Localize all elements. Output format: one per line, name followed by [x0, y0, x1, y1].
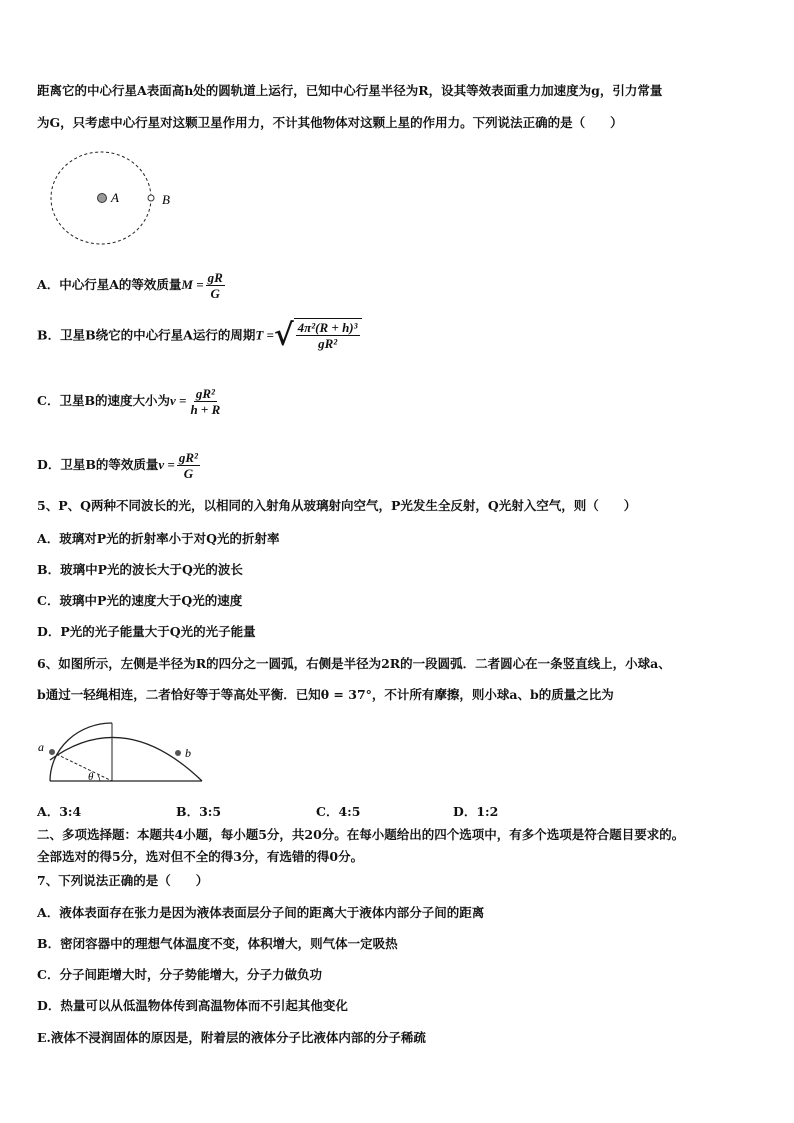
angle-arc — [98, 775, 100, 781]
sqrt-sign: √ — [273, 318, 294, 353]
q7-option-a[interactable]: A．液体表面存在张力是因为液体表面层分子间的距离大于液体内部分子间的距离 — [37, 905, 485, 920]
q7-option-c[interactable]: C．分子间距增大时，分子势能增大，分子力做负功 — [37, 967, 322, 982]
orbit-figure — [50, 150, 190, 250]
q4-option-b-num: 4π²(R + h)³ — [297, 320, 358, 335]
q4-stem-line1: 距离它的中心行星A表面高h处的圆轨道上运行，已知中心行星半径为R，设其等效表面重力加速度为g，引力常量 — [37, 83, 663, 98]
section2-line1: 二、多项选择题：本题共4小题，每小题5分，共20分。在每小题给出的四个选项中，有多个选项是符合题目要求的。 — [37, 827, 685, 842]
q6-option-a[interactable]: A．3:4 — [37, 804, 82, 819]
label-a: A — [111, 190, 119, 205]
planet-a — [98, 194, 107, 203]
satellite-b — [148, 195, 154, 201]
q6-stem-line1: 6、如图所示，左侧是半径为R的四分之一圆弧，右侧是半径为2R的一段圆弧．二者圆心在一条竖直线上，小球a、 — [37, 656, 671, 671]
q6-option-c[interactable]: C．4:5 — [316, 804, 361, 819]
label-b: B — [162, 192, 170, 207]
q7-option-e[interactable]: E.液体不浸润固体的原因是，附着层的液体分子比液体内部的分子稀疏 — [37, 1030, 426, 1045]
q4-option-b[interactable] — [37, 318, 362, 354]
q5-option-b[interactable]: B．玻璃中P光的波长大于Q光的波长 — [37, 562, 243, 577]
q4-option-d-fraction — [177, 450, 200, 481]
q6-option-d[interactable]: D．1:2 — [453, 804, 499, 819]
q4-option-a-num: gR — [207, 270, 223, 285]
q4-option-d-num: gR² — [178, 450, 198, 465]
large-arc — [50, 737, 202, 781]
q4-option-b-fraction — [296, 320, 360, 351]
arc-figure — [34, 718, 209, 788]
q4-option-d-lhs: v = — [158, 457, 175, 472]
q4-option-a-fraction — [206, 270, 225, 301]
q4-option-c-num: gR² — [195, 386, 215, 401]
q4-option-c[interactable] — [37, 386, 224, 417]
q4-option-a-den: G — [210, 286, 220, 301]
q5-stem: 5、P、Q两种不同波长的光，以相同的入射角从玻璃射向空气，P光发生全反射，Q光射入空气，则（ ） — [37, 498, 637, 513]
q7-option-b[interactable]: B．密闭容器中的理想气体温度不变，体积增大，则气体一定吸热 — [37, 936, 398, 951]
dashed-radius — [52, 752, 112, 781]
q4-option-c-fraction — [188, 386, 222, 417]
q7-option-d[interactable]: D．热量可以从低温物体传到高温物体而不引起其他变化 — [37, 998, 348, 1013]
q4-option-d-den: G — [183, 466, 194, 481]
q4-option-a[interactable] — [37, 270, 227, 301]
ball-b — [175, 750, 181, 756]
q4-option-b-den: gR² — [318, 336, 338, 351]
q4-option-a-lhs: M = — [181, 277, 204, 292]
q4-option-b-sqrt — [274, 318, 362, 354]
q4-option-c-text: C．卫星B的速度大小为 — [37, 393, 171, 408]
q4-option-d[interactable] — [37, 450, 202, 481]
q5-option-c[interactable]: C．玻璃中P光的速度大于Q光的速度 — [37, 593, 243, 608]
q4-option-a-text: A．中心行星A的等效质量 — [37, 277, 182, 292]
q4-option-c-den: h + R — [190, 402, 221, 417]
label-theta: θ — [88, 771, 94, 783]
q4-option-c-lhs: v = — [170, 393, 187, 408]
ball-a — [49, 749, 55, 755]
label-b: b — [185, 746, 191, 760]
q6-stem-line2: b通过一轻绳相连，二者恰好等于等高处平衡．已知θ = 37°，不计所有摩擦，则小球a、b的质量之比为 — [37, 687, 614, 702]
q5-option-a[interactable]: A．玻璃对P光的折射率小于对Q光的折射率 — [37, 531, 280, 546]
q6-option-b[interactable]: B．3:5 — [176, 804, 222, 819]
q4-option-b-text: B．卫星B绕它的中心行星A运行的周期 — [37, 327, 256, 343]
quarter-arc — [50, 723, 112, 781]
section2-line2: 全部选对的得5分，选对但不全的得3分，有选错的得0分。 — [37, 849, 364, 864]
q7-stem: 7、下列说法正确的是（ ） — [37, 873, 209, 888]
q5-option-d[interactable]: D．P光的光子能量大于Q光的光子能量 — [37, 624, 256, 639]
label-a: a — [38, 740, 44, 754]
q4-stem-line2: 为G，只考虑中心行星对这颗卫星作用力，不计其他物体对这颗上星的作用力。下列说法正确的是（ ） — [37, 115, 623, 130]
q4-option-d-text: D．卫星B的等效质量 — [37, 457, 159, 472]
q4-option-b-lhs: T = — [255, 327, 274, 343]
